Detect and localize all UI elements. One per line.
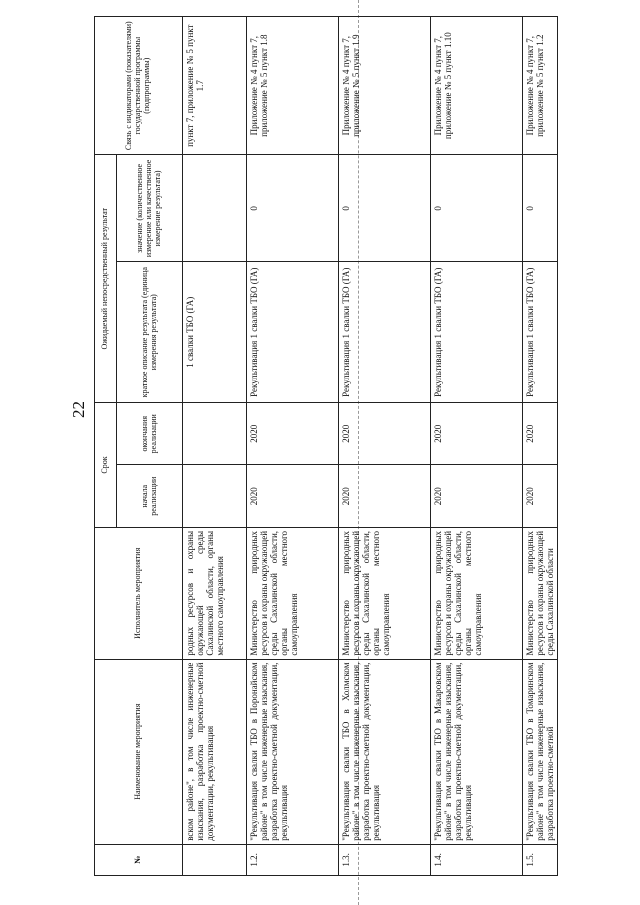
header-term: Срок (95, 403, 117, 528)
cell-start: 2020 (523, 465, 558, 527)
cell-num (183, 844, 247, 875)
table-row (523, 17, 558, 876)
header-term-end: окончания реализации (117, 403, 183, 465)
cell-executor: Министерство природных ресурсов и охраны окружающей среды Сахалинской области, органы местного самоуправления (339, 527, 431, 659)
page-number: 22 (69, 401, 88, 418)
cell-value: 0 (431, 155, 523, 262)
cell-value (183, 155, 247, 262)
table-row (247, 17, 339, 876)
rotated-sheet (94, 16, 556, 876)
table-row (183, 17, 247, 876)
header-term-start: начала реализации (117, 465, 183, 527)
cell-result: Рекультивация 1 свалки ТБО (ГА) (523, 262, 558, 403)
cell-link: пункт 7, приложение № 5 пункт 1.7 (183, 17, 247, 155)
cell-result: Рекультивация 1 свалки ТБО (ГА) (339, 262, 431, 403)
cell-link: Приложение № 4 пункт 7, приложение № 5 пункт 1.8 (247, 17, 339, 155)
cell-result: Рекультивация 1 свалки ТБО (ГА) (247, 262, 339, 403)
cell-executor: родных ресурсов и охраны окружающей среды Сахалинской области, органы местного самоуправления (183, 527, 247, 659)
cell-start: 2020 (339, 465, 431, 527)
cell-start: 2020 (431, 465, 523, 527)
cell-link: Приложение № 4 пункт 7, приложение № 5 пункт 1.10 (431, 17, 523, 155)
cell-name: "Рекультивация свалки ТБО в Поронайском районе" в том числе инженерные изыскания, разработка проектно-сметной документации, рекультивация (247, 659, 339, 844)
cell-end: 2020 (523, 403, 558, 465)
cell-result: Рекультивация 1 свалки ТБО (ГА) (431, 262, 523, 403)
table-row (431, 17, 523, 876)
cell-result: 1 свалки ТБО (ГА) (183, 262, 247, 403)
cell-link: Приложение № 4 пункт 7, приложение № 5 пункт 1.2 (523, 17, 558, 155)
cell-value: 0 (339, 155, 431, 262)
header-name: Наименование мероприятия (95, 659, 183, 844)
header-link: Связь с индикаторами (показателями) государственной программы (подпрограммы) (95, 17, 183, 155)
cell-end: 2020 (339, 403, 431, 465)
cell-num: 1.5. (523, 844, 558, 875)
header-result-value: значение (количественное измерение или качественное измерение результата) (117, 155, 183, 262)
cell-start: 2020 (247, 465, 339, 527)
cell-name: "Рекультивация свалки ТБО в Макаровском районе" в том числе инженерные изыскания, разработка проектно-сметной документации, рекультивация (431, 659, 523, 844)
cell-num: 1.4. (431, 844, 523, 875)
cell-executor: Министерство природных ресурсов и охраны окружающей среды Сахалинской области, органы местного самоуправления (431, 527, 523, 659)
cell-name: "Рекультивация свалки ТБО в Томаринском районе" в том числе инженерные изыскания, разработка проектно-сметной (523, 659, 558, 844)
cell-executor: Министерство природных ресурсов и охраны окружающей среды Сахалинской области (523, 527, 558, 659)
cell-num: 1.3. (339, 844, 431, 875)
cell-num: 1.2. (247, 844, 339, 875)
cell-name: "Рекультивация свалки ТБО в Холмском районе" в том числе инженерные изыскания, разработка проектно-сметной документации, рекультивация (339, 659, 431, 844)
cell-value: 0 (247, 155, 339, 262)
header-result-short: краткое описание результата (единица измерения результата) (117, 262, 183, 403)
activities-table (94, 16, 558, 876)
cell-link: Приложение № 4 пункт 7, приложение № 5 пункт 1.9 (339, 17, 431, 155)
cell-start (183, 465, 247, 527)
cell-end (183, 403, 247, 465)
table-row (339, 17, 431, 876)
cell-end: 2020 (431, 403, 523, 465)
cell-name: вском районе", в том числе инженерные изыскания, разработка проектно-сметной документации, рекультивация (183, 659, 247, 844)
header-num: № (95, 844, 183, 875)
cell-end: 2020 (247, 403, 339, 465)
cell-executor: Министерство природных ресурсов и охраны окружающей среды Сахалинской области, органы местного самоуправления (247, 527, 339, 659)
header-result: Ожидаемый непосредственный результат (95, 155, 117, 403)
header-executor: Исполнитель мероприятия (95, 527, 183, 659)
cell-value: 0 (523, 155, 558, 262)
